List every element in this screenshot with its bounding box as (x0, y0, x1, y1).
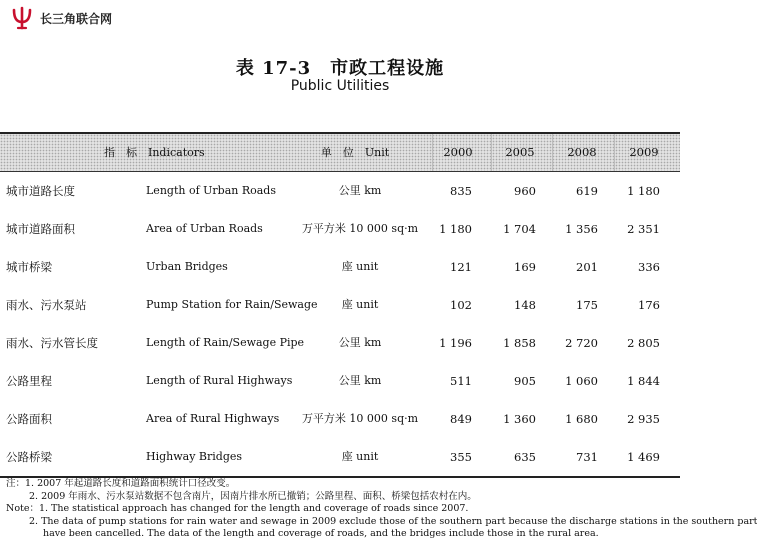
row-name-cn: 公路里程 (6, 374, 52, 388)
value-2000: 121 (450, 260, 472, 274)
row-name-en: Area of Urban Roads (146, 222, 263, 235)
note-en-1: Note：1. The statistical approach has changed for the length and coverage of roads since 2007. (6, 503, 469, 515)
note-en-2-cont: have been cancelled. The data of the length and coverage of roads, and the bridges include those in the rural area. (43, 528, 599, 540)
value-2009: 176 (638, 298, 660, 312)
header-indicators: 指 标 Indicators (104, 146, 205, 159)
value-2008: 175 (576, 298, 598, 312)
table-row (0, 210, 680, 248)
value-2000: 355 (450, 450, 472, 464)
value-2008: 1 060 (565, 374, 598, 388)
value-2009: 1 844 (627, 374, 660, 388)
value-2005: 1 704 (503, 222, 536, 236)
value-2008: 1 356 (565, 222, 598, 236)
header-year-2005: 2005 (505, 145, 535, 159)
value-2008: 201 (576, 260, 598, 274)
row-name-en: Pump Station for Rain/Sewage (146, 298, 318, 311)
row-name-cn: 城市桥梁 (6, 260, 52, 274)
value-2008: 619 (576, 184, 598, 198)
header-unit: 单 位 Unit (320, 146, 390, 159)
row-name-en: Area of Rural Highways (146, 412, 280, 425)
value-2009: 2 351 (627, 222, 660, 236)
row-name-cn: 雨水、污水泵站 (6, 298, 87, 312)
row-name-cn: 公路桥梁 (6, 450, 52, 464)
note-en-2: 2. The data of pump stations for rain water and sewage in 2009 exclude those of the southern part because the discharge stations in the southern part (29, 515, 757, 527)
table-row (0, 438, 680, 476)
table-row (0, 172, 680, 210)
value-2008: 2 720 (565, 336, 598, 350)
row-name-cn: 城市道路面积 (6, 222, 75, 236)
table-row (0, 286, 680, 324)
value-2005: 960 (514, 184, 536, 198)
note-cn-1: 注：1. 2007 年起道路长度和道路面积统计口径改变。 (6, 478, 236, 489)
value-2009: 2 805 (627, 336, 660, 350)
row-name-cn: 城市道路长度 (6, 184, 75, 198)
row-unit: 座 unit (341, 450, 379, 463)
table-row (0, 362, 680, 400)
value-2009: 336 (638, 260, 660, 274)
value-2009: 1 180 (627, 184, 660, 198)
value-2000: 511 (450, 374, 472, 388)
value-2000: 102 (450, 298, 472, 312)
value-2008: 1 680 (565, 412, 598, 426)
value-2000: 1 196 (439, 336, 472, 350)
row-name-en: Highway Bridges (146, 450, 243, 463)
row-unit: 公里 km (338, 336, 382, 349)
header-year-2009: 2009 (629, 145, 659, 159)
table-row (0, 324, 680, 362)
value-2000: 849 (450, 412, 472, 426)
value-2000: 835 (450, 184, 472, 198)
table-row (0, 400, 680, 438)
note-cn-2: 2. 2009 年雨水、污水泵站数据不包含南片，因南片排水所已撤销；公路里程、面积、桥梁包括农村在内。 (29, 490, 477, 502)
row-name-en: Length of Urban Roads (146, 184, 276, 197)
site-logo[interactable] (10, 6, 112, 30)
row-name-en: Length of Rural Highways (146, 374, 293, 387)
logo-text: 长三角联合网 (40, 11, 113, 26)
value-2005: 148 (514, 298, 536, 312)
table-title-en: Public Utilities (290, 78, 390, 94)
row-unit: 座 unit (341, 298, 379, 311)
table-header (0, 134, 680, 171)
value-2005: 1 858 (503, 336, 536, 350)
row-name-cn: 雨水、污水管长度 (6, 336, 98, 350)
value-2009: 2 935 (627, 412, 660, 426)
value-2005: 169 (514, 260, 536, 274)
table-notes (6, 478, 757, 541)
row-unit: 万平方米 10 000 sq·m (301, 412, 419, 425)
row-unit: 公里 km (338, 374, 382, 387)
psi-logo-icon (10, 6, 34, 30)
value-2005: 905 (514, 374, 536, 388)
row-unit: 公里 km (338, 184, 382, 197)
row-name-cn: 公路面积 (6, 412, 52, 426)
value-2005: 1 360 (503, 412, 536, 426)
header-year-2000: 2000 (443, 145, 473, 159)
table-row (0, 248, 680, 286)
row-unit: 万平方米 10 000 sq·m (301, 222, 419, 235)
value-2005: 635 (514, 450, 536, 464)
header-year-2008: 2008 (567, 145, 597, 159)
value-2008: 731 (576, 450, 598, 464)
table-title-cn: 表 17-3 市政工程设施 (235, 58, 445, 79)
row-name-en: Length of Rain/Sewage Pipe (146, 336, 305, 349)
row-name-en: Urban Bridges (146, 260, 228, 273)
value-2009: 1 469 (627, 450, 660, 464)
row-unit: 座 unit (341, 260, 379, 273)
value-2000: 1 180 (439, 222, 472, 236)
